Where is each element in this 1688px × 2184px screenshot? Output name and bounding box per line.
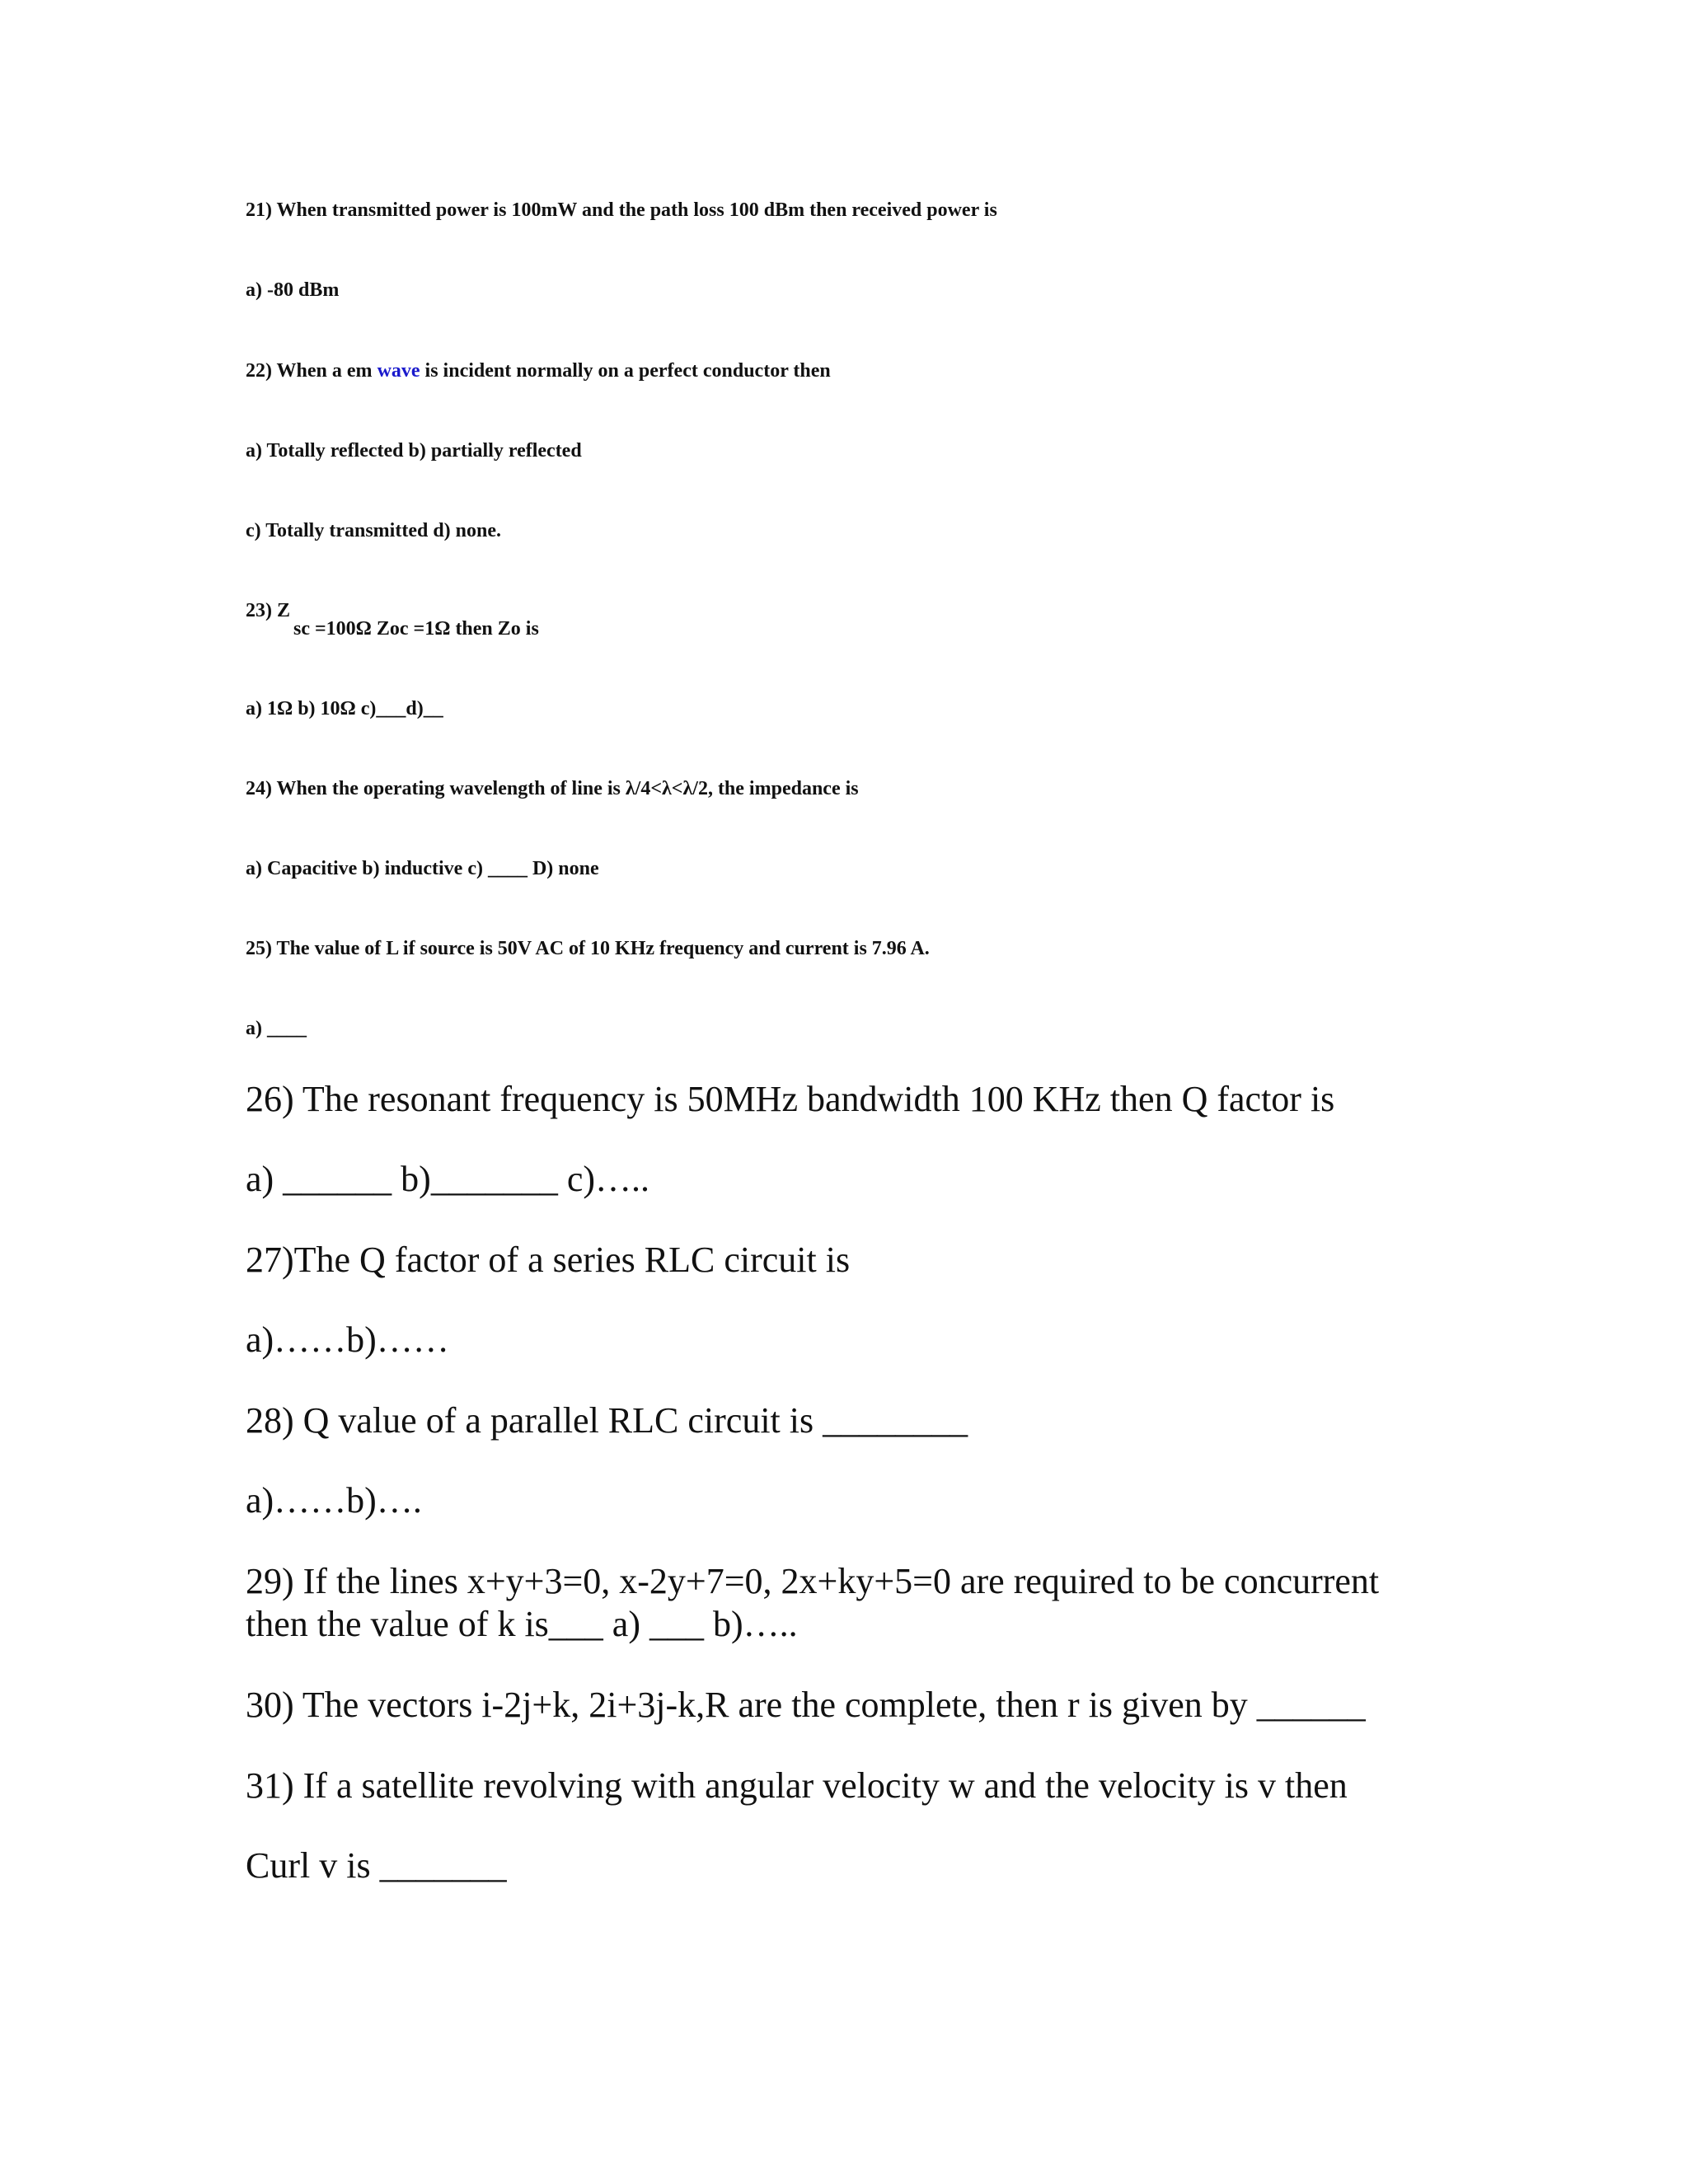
question-28: 28) Q value of a parallel RLC circuit is ________ — [246, 1400, 968, 1441]
options-24: a) Capacitive b) inductive c) ____ D) none — [246, 858, 599, 879]
question-21: 21) When transmitted power is 100mW and the path loss 100 dBm then received power is — [246, 199, 997, 221]
question-29-line-1: 29) If the lines x+y+3=0, x-2y+7=0, 2x+ky+5=0 are required to be concurrent — [246, 1561, 1380, 1601]
options-28: a)……b)…. — [246, 1480, 422, 1521]
question-22-text-after: is incident normally on a perfect conductor then — [420, 360, 831, 382]
question-25: 25) The value of L if source is 50V AC of 10 KHz frequency and current is 7.96 A. — [246, 938, 930, 959]
question-23-prefix: 23) Z — [246, 600, 290, 621]
answer-21: a) -80 dBm — [246, 279, 340, 301]
question-31-line-1: 31) If a satellite revolving with angular velocity w and the velocity is v then — [246, 1765, 1348, 1806]
question-22 — [246, 359, 831, 383]
question-31-line-2: Curl v is _______ — [246, 1845, 507, 1886]
question-22-text-before: 22) When a em — [246, 360, 377, 382]
wave-link[interactable]: wave — [377, 360, 420, 382]
question-23-rest: sc =100Ω Zoc =1Ω then Zo is — [293, 618, 539, 640]
options-22-ab: a) Totally reflected b) partially reflected — [246, 440, 582, 462]
question-24: 24) When the operating wavelength of line is λ/4<λ<λ/2, the impedance is — [246, 778, 859, 799]
options-27: a)……b)…… — [246, 1319, 449, 1360]
question-29-line-2: then the value of k is___ a) ___ b)….. — [246, 1604, 798, 1644]
options-26: a) ______ b)_______ c)….. — [246, 1159, 650, 1199]
options-23: a) 1Ω b) 10Ω c)___d)__ — [246, 698, 443, 719]
question-23 — [246, 598, 539, 640]
options-25: a) ____ — [246, 1018, 307, 1039]
question-27: 27)The Q factor of a series RLC circuit is — [246, 1240, 851, 1280]
question-26: 26) The resonant frequency is 50MHz bandwidth 100 KHz then Q factor is — [246, 1079, 1335, 1119]
options-22-cd: c) Totally transmitted d) none. — [246, 520, 502, 541]
question-30: 30) The vectors i-2j+k, 2i+3j-k,R are the complete, then r is given by ______ — [246, 1685, 1366, 1725]
